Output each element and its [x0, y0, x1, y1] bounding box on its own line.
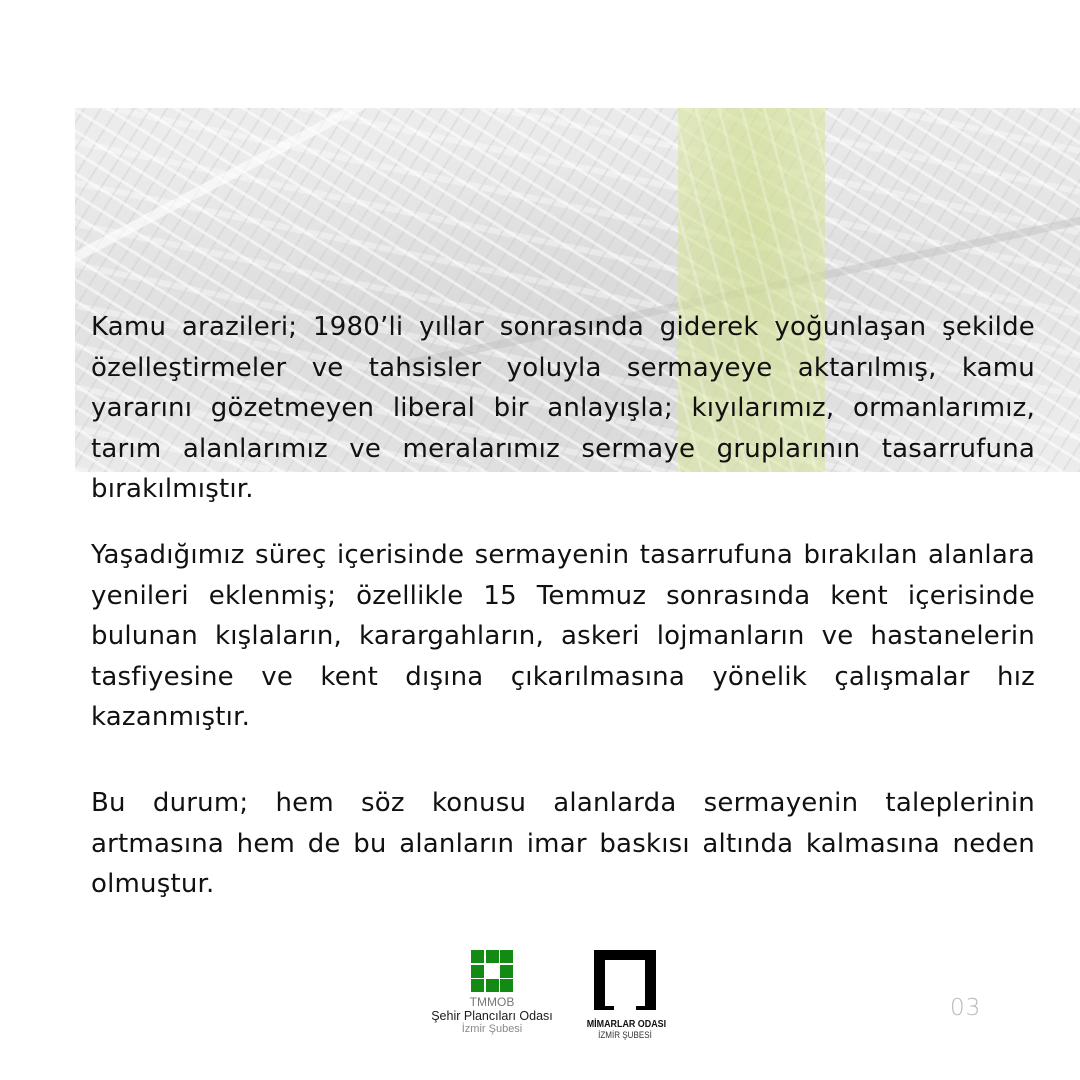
aerial-road-decoration [75, 108, 376, 272]
door-frame-icon [594, 950, 656, 1010]
spo-branch-label: İzmir Şubesi [461, 1023, 523, 1035]
mo-name-label: MİMARLAR ODASI [586, 1018, 667, 1030]
paragraph-2: Yaşadığımız süreç içerisinde sermayenin tasarrufuna bırakılan alanlara yenileri eklenmiş; özellikle 15 Temmuz sonrasında kent içerisinde bulunan kışlaların, karargahların, askeri lojmanların ve hastanelerin tasfiyesine ve kent dışına çıkarılmasına yönelik çalışmalar hız kazanmıştır. [91, 540, 1035, 732]
spo-logo [418, 950, 566, 1036]
spo-name-label: Şehir Plancıları Odası [431, 1009, 553, 1023]
mo-branch-label: İZMİR ŞUBESİ [598, 1030, 652, 1041]
spo-grid-icon [471, 950, 513, 992]
spo-org-label: TMMOB [469, 995, 515, 1009]
page-number: 03 [950, 995, 982, 1021]
footer-logos [0, 950, 1080, 1050]
mimarlar-odasi-logo [580, 950, 670, 1041]
paragraph-1: Kamu arazileri; 1980’li yıllar sonrasında giderek yoğunlaşan şekilde özelleştirmeler ve tahsisler yoluyla sermayeye aktarılmış, kamu yararını gözetmeyen liberal bir anlayışla; kıyılarımız, ormanlarımız, tarım alanlarımız ve meralarımız sermaye gruplarının tasarrufuna bırakılmıştır. [91, 312, 1035, 504]
paragraph-3: Bu durum; hem söz konusu alanlarda sermayenin taleplerinin artmasına hem de bu alanların imar baskısı altında kalmasına neden olmuştur. [91, 788, 1035, 899]
